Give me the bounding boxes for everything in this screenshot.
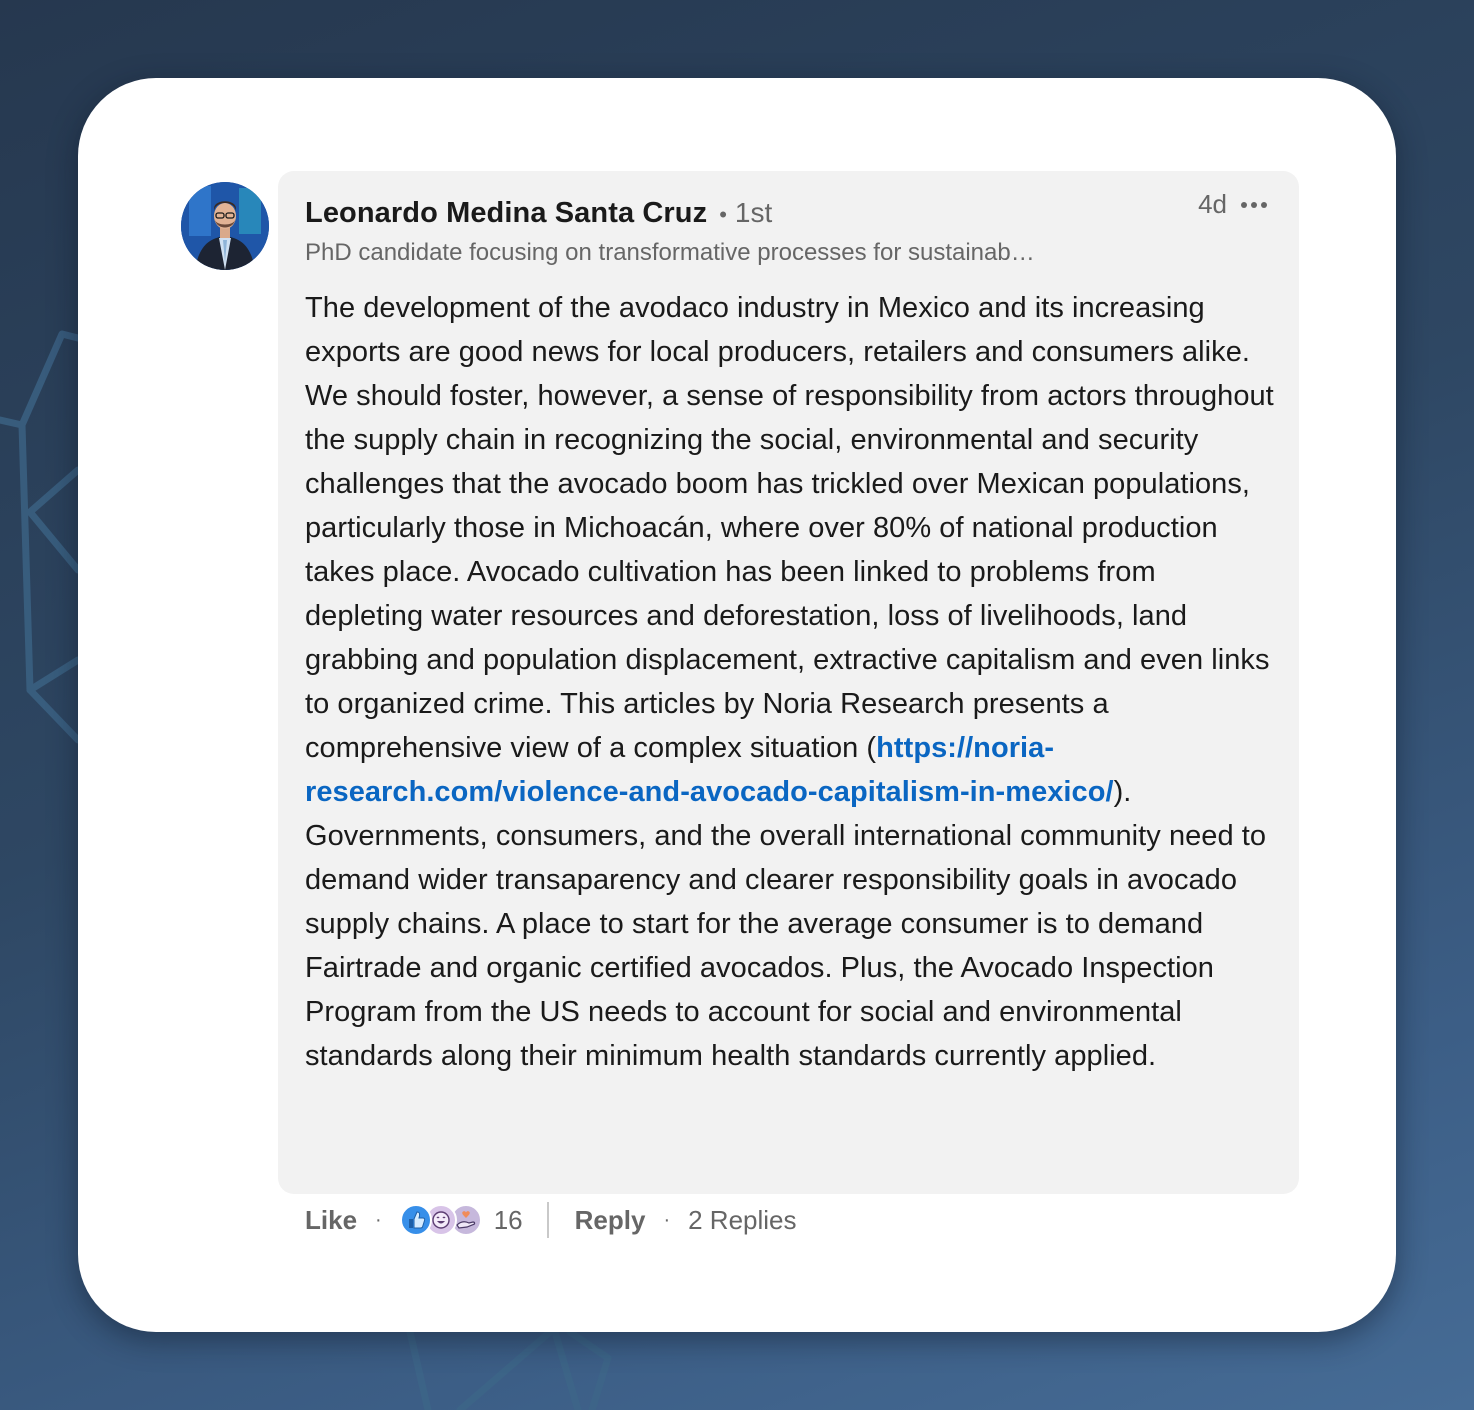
- view-replies-link[interactable]: 2 Replies: [688, 1204, 797, 1235]
- comment-card: [78, 78, 1396, 1332]
- comment-body: [305, 286, 1275, 1078]
- comment-bubble: [278, 171, 1299, 1194]
- ellipsis-icon: [1261, 202, 1267, 208]
- author-avatar[interactable]: [181, 182, 269, 270]
- comment-meta: [1198, 189, 1269, 220]
- profile-photo-icon: [181, 182, 269, 270]
- more-options-button[interactable]: [1239, 198, 1269, 212]
- reply-button[interactable]: Reply: [574, 1204, 646, 1235]
- like-button[interactable]: Like: [305, 1204, 358, 1235]
- author-row: [305, 197, 772, 230]
- comment-text-part-1: The development of the avodaco industry in Mexico and its increasing exports are good news for local producers, retailers and consumers alike. We should foster, however, a sense of responsibility from actors throughout the supply chain in recognizing the social, environmental and security challenges that the avocado boom has trickled over Mexican populations, particularly those in Michoacán, where over 80% of national production takes place. Avocado cultivation has been linked to problems from depleting water resources and deforestation, loss of livelihoods, land grabbing and population displacement, extractive capitalism and even links to organized crime. This articles by Noria Research presents a comprehensive view of a complex situation (: [305, 292, 1274, 764]
- connection-degree: 1st: [734, 197, 773, 228]
- author-name[interactable]: Leonardo Medina Santa Cruz: [305, 197, 708, 229]
- thumbs-up-icon: [400, 1204, 432, 1236]
- separator-dot: ·: [375, 1208, 382, 1231]
- degree-separator: •: [719, 202, 727, 227]
- separator-dot: ·: [663, 1208, 671, 1231]
- comment-text-part-2: ). Governments, consumers, and the overall international community need to demand wider transaparency and clearer responsibility goals in avocado supply chains. A place to start for the average consumer is to demand Fairtrade and organic certified avocados. Plus, the Avocado Inspection Program from the US needs to account for social and environmental standards along their minimum health standards currently applied.: [305, 776, 1267, 1072]
- reactions-summary[interactable]: [400, 1204, 523, 1236]
- ellipsis-icon: [1251, 202, 1257, 208]
- article-link[interactable]: https://noria-research.com/violence-and-avocado-capitalism-in-mexico/: [305, 732, 1114, 808]
- reaction-count: 16: [493, 1204, 523, 1235]
- comment-actions: [305, 1198, 797, 1242]
- ellipsis-icon: [1241, 202, 1247, 208]
- author-headline: PhD candidate focusing on transformative processes for sustainab…: [305, 239, 1035, 266]
- actions-divider: [547, 1202, 549, 1238]
- comment-timestamp: 4d: [1198, 189, 1227, 219]
